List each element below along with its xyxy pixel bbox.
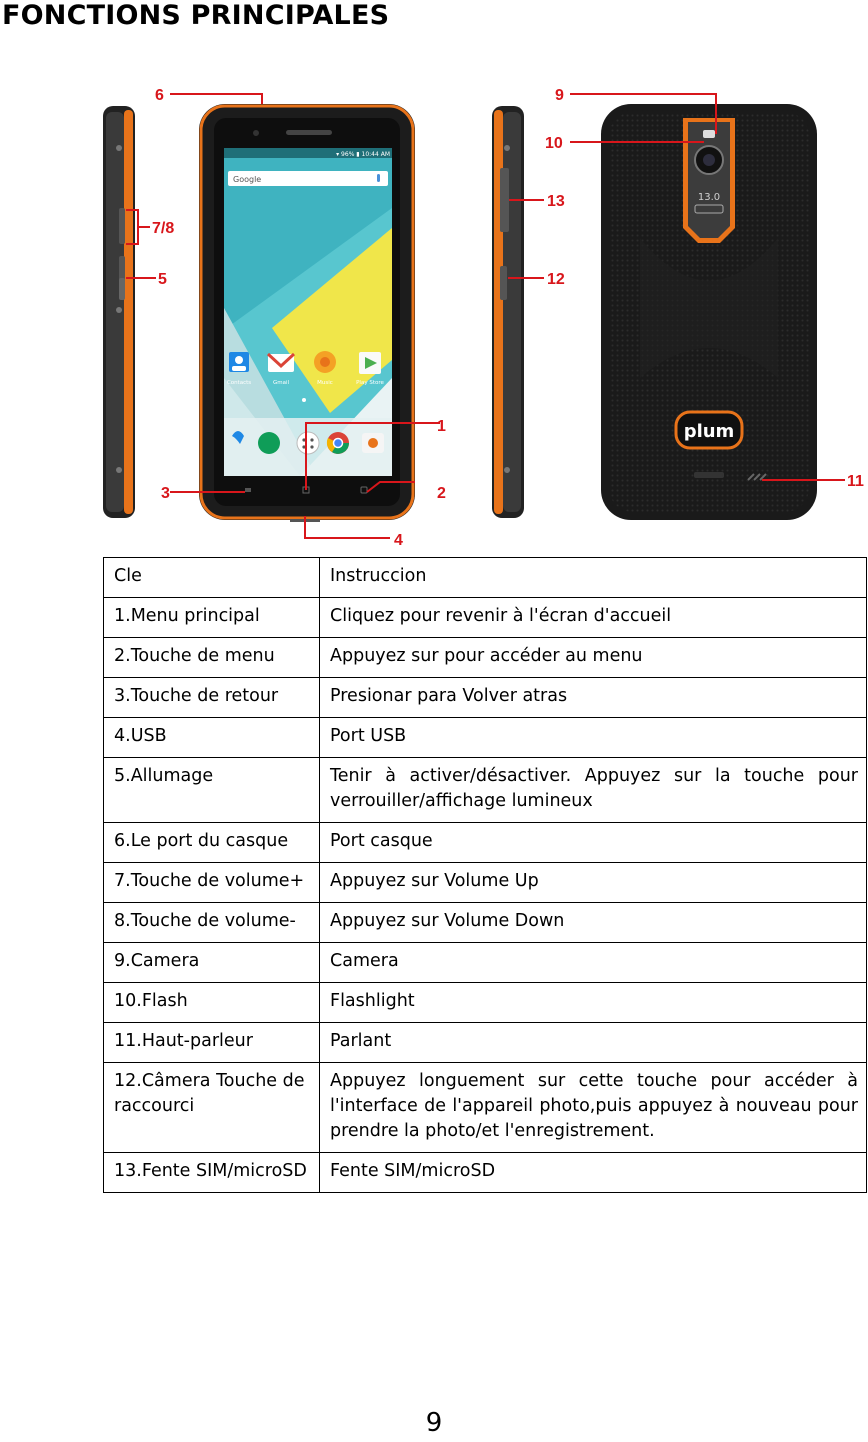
table-cell-instruction: Port casque — [320, 823, 867, 863]
phone-right-side-view — [492, 106, 524, 518]
table-cell-instruction: Appuyez sur Volume Down — [320, 903, 867, 943]
mic-icon — [377, 174, 380, 182]
phone-left-side-view — [103, 106, 135, 518]
sim-slot-cover — [500, 168, 509, 232]
table-cell-instruction: Parlant — [320, 1023, 867, 1063]
table-cell-key: 3.Touche de retour — [104, 678, 320, 718]
table-row — [104, 1153, 867, 1193]
callout-4: 4 — [394, 532, 403, 548]
plum-logo: plum — [683, 421, 735, 442]
callout-12: 12 — [547, 271, 565, 288]
camera-badge: 13.0 — [697, 192, 721, 203]
table-row — [104, 983, 867, 1023]
table-cell-key: 12.Câmera Touche de raccourci — [104, 1063, 320, 1153]
table-header-instruction: Instruccion — [320, 558, 867, 598]
callout-13: 13 — [547, 193, 565, 210]
app-drawer-icon — [297, 432, 319, 454]
flash-icon — [703, 130, 715, 138]
table-cell-instruction: Appuyez sur Volume Up — [320, 863, 867, 903]
table-cell-key: 4.USB — [104, 718, 320, 758]
table-cell-key: 7.Touche de volume+ — [104, 863, 320, 903]
app-label: Music — [317, 380, 333, 386]
table-cell-instruction: Camera — [320, 943, 867, 983]
table-cell-instruction: Flashlight — [320, 983, 867, 1023]
table-header-key: Cle — [104, 558, 320, 598]
callout-3: 3 — [161, 485, 170, 502]
screen-search-brand: Google — [233, 175, 262, 184]
table-cell-instruction: Presionar para Volver atras — [320, 678, 867, 718]
table-row — [104, 758, 867, 823]
screen-status-text: ▾ 96% ▮ 10:44 AM — [336, 151, 390, 158]
back-key-icon — [245, 488, 251, 492]
table-row — [104, 823, 867, 863]
table-row — [104, 718, 867, 758]
table-cell-key: 5.Allumage — [104, 758, 320, 823]
table-cell-instruction: Appuyez sur pour accéder au menu — [320, 638, 867, 678]
app-label: Play Store — [356, 380, 384, 386]
page-title: FONCTIONS PRINCIPALES — [2, 0, 390, 31]
table-cell-instruction: Port USB — [320, 718, 867, 758]
callout-10: 10 — [545, 135, 563, 152]
table-cell-instruction: Fente SIM/microSD — [320, 1153, 867, 1193]
camera-shortcut-key — [500, 266, 507, 300]
table-cell-key: 11.Haut-parleur — [104, 1023, 320, 1063]
phone-back-view — [601, 104, 817, 520]
callout-6: 6 — [155, 87, 164, 104]
callout-2: 2 — [437, 485, 446, 502]
app-label: Gmail — [272, 380, 290, 386]
app-label: Contacts — [226, 380, 252, 386]
table-cell-instruction: Tenir à activer/désactiver. Appuyez sur la touche pour verrouiller/affichage lumineux — [320, 758, 867, 823]
table-cell-key: 6.Le port du casque — [104, 823, 320, 863]
page-number: 9 — [425, 1408, 443, 1438]
table-row — [104, 943, 867, 983]
function-key-table — [103, 557, 867, 1193]
phone-diagram — [0, 78, 868, 548]
table-cell-key: 13.Fente SIM/microSD — [104, 1153, 320, 1193]
table-row — [104, 638, 867, 678]
callout-9: 9 — [555, 87, 564, 104]
callout-7-8: 7/8 — [152, 220, 175, 237]
table-row — [104, 1063, 867, 1153]
table-cell-key: 1.Menu principal — [104, 598, 320, 638]
callout-1: 1 — [437, 418, 446, 435]
table-row — [104, 903, 867, 943]
table-cell-key: 9.Camera — [104, 943, 320, 983]
table-cell-instruction: Appuyez longuement sur cette touche pour accéder à l'interface de l'appareil photo,puis appuyez à nouveau pour prendre la photo/et l'enregistrement. — [320, 1063, 867, 1153]
hangouts-app-icon — [258, 432, 280, 454]
table-header-row — [104, 558, 867, 598]
table-row — [104, 863, 867, 903]
table-row — [104, 598, 867, 638]
callout-5: 5 — [158, 271, 167, 288]
table-cell-key: 2.Touche de menu — [104, 638, 320, 678]
table-cell-instruction: Cliquez pour revenir à l'écran d'accueil — [320, 598, 867, 638]
table-row — [104, 678, 867, 718]
table-row — [104, 1023, 867, 1063]
table-cell-key: 10.Flash — [104, 983, 320, 1023]
table-cell-key: 8.Touche de volume- — [104, 903, 320, 943]
callout-11: 11 — [847, 473, 864, 490]
